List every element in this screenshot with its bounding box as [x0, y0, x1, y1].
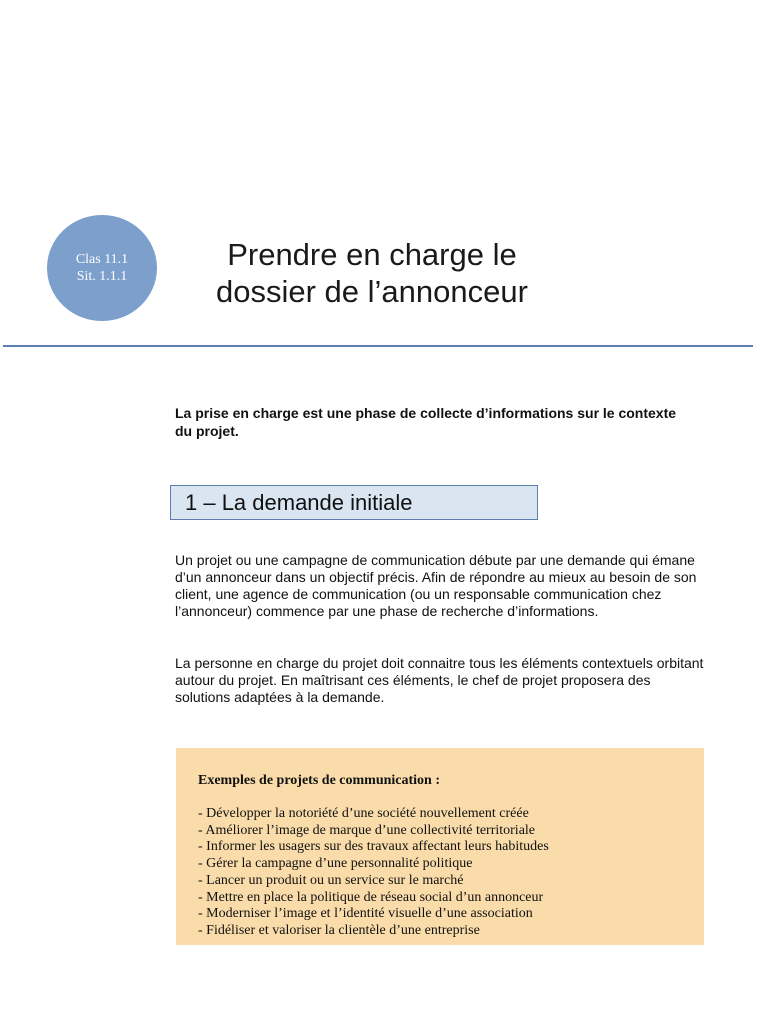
- examples-box: [176, 748, 704, 945]
- examples-title: Exemples de projets de communication :: [198, 773, 440, 788]
- badge-class-label: Clas 11.1: [75, 252, 129, 267]
- section-heading: 1 – La demande initiale: [185, 490, 413, 515]
- list-item: - Améliorer l’image de marque d’une collectivité territoriale: [198, 822, 536, 838]
- badge-situation-label: Sit. 1.1.1: [76, 269, 128, 284]
- list-item: - Lancer un produit ou un service sur le marché: [198, 872, 464, 888]
- class-badge: [47, 215, 157, 321]
- list-item: - Fidéliser et valoriser la clientèle d’une entreprise: [198, 922, 480, 938]
- list-item: - Moderniser l’image et l’identité visuelle d’une association: [198, 906, 533, 922]
- section-heading-box: [170, 485, 538, 520]
- examples-list: [198, 806, 704, 940]
- page-title: [216, 236, 528, 310]
- paragraph-demande: Un projet ou une campagne de communication débute par une demande qui émane d’un annonceur dans un objectif précis. Afin de répondre au mieux au besoin de son client, une agence de communication (ou un responsable communication chez l’annonceur) commence par une phase de recherche d’informations.: [175, 552, 697, 619]
- page-title-line-1: Prendre en charge le: [227, 237, 517, 272]
- header-divider: [3, 345, 753, 347]
- faded-watermark: [365, 322, 540, 336]
- list-item: - Gérer la campagne d’une personnalité politique: [198, 856, 473, 872]
- paragraph-personne: La personne en charge du projet doit connaitre tous les éléments contextuels orbitant autour du projet. En maîtrisant ces éléments, le chef de projet proposera des solutions adaptées à la demande.: [175, 655, 704, 705]
- list-item: - Informer les usagers sur des travaux affectant leurs habitudes: [198, 839, 549, 855]
- intro-text: La prise en charge est une phase de collecte d’informations sur le contexte du projet.: [175, 405, 677, 439]
- list-item: - Mettre en place la politique de réseau social d’un annonceur: [198, 889, 544, 905]
- page-title-line-2: dossier de l’annonceur: [216, 274, 528, 309]
- list-item: - Développer la notoriété d’une société nouvellement créée: [198, 806, 529, 821]
